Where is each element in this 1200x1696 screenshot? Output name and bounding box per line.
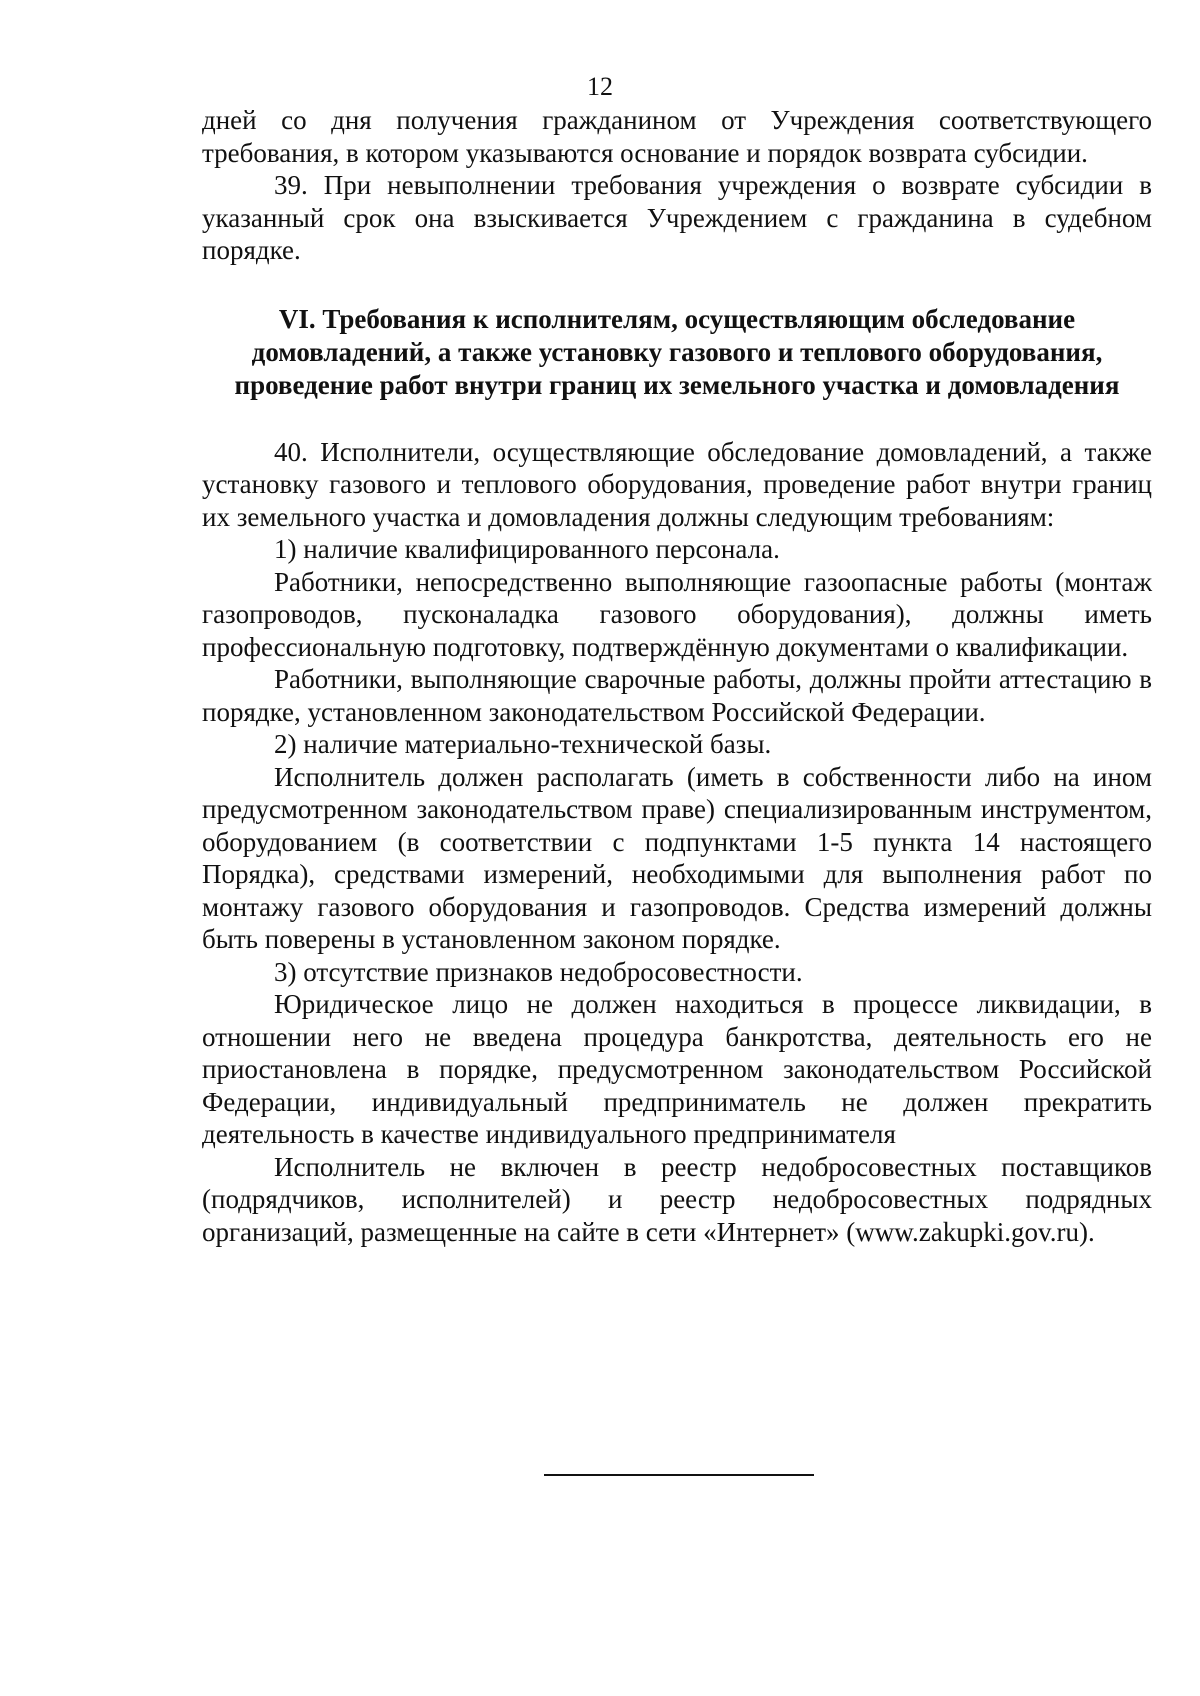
- paragraph-executor-equipment: Исполнитель должен располагать (иметь в собственности либо на ином предусмотренном законодательством праве) специализированным инструментом, оборудованием (в соответствии с подпунктами 1-5 пункта 14 настоящего Порядка), средствами измерений, необходимыми для выполнения работ по монтажу газового оборудования и газопроводов. Средства измерений должны быть поверены в установленном законом порядке.: [202, 761, 1152, 954]
- item-3: 3) отсутствие признаков недобросовестности.: [274, 956, 803, 987]
- page-number: 12: [587, 72, 613, 101]
- section-heading-line-3: проведение работ внутри границ их земельного участка и домовладения: [234, 369, 1120, 400]
- paragraph-legal-entity: Юридическое лицо не должен находиться в процессе ликвидации, в отношении него не введена процедура банкротства, деятельность его не приостановлена в порядке, предусмотренном законодательством Российской Федерации, индивидуальный предприниматель не должен прекратить деятельность в качестве индивидуального предпринимателя: [202, 989, 1152, 1149]
- paragraph-workers-welding: Работники, выполняющие сварочные работы, должны пройти аттестацию в порядке, установленном законодательством Российской Федерации.: [202, 664, 1152, 727]
- item-1: 1) наличие квалифицированного персонала.: [274, 534, 780, 564]
- document-body: [202, 104, 1152, 1248]
- end-separator-line: [544, 1474, 814, 1476]
- section-heading-line-1: VI. Требования к исполнителям, осуществляющим обследование: [278, 303, 1076, 334]
- item-2: 2) наличие материально-технической базы.: [274, 729, 772, 759]
- section-heading: [202, 303, 1152, 402]
- paragraph-registry: Исполнитель не включен в реестр недобросовестных поставщиков (подрядчиков, исполнителей) и реестр недобросовестных подрядных организаций, размещенные на сайте в сети «Интернет» (www.zakupki.gov.ru).: [202, 1151, 1152, 1247]
- paragraph-40: 40. Исполнители, осуществляющие обследование домовладений, а также установку газового и теплового оборудования, проведение работ внутри границ их земельного участка и домовладения должны следующим требованиям:: [202, 436, 1152, 532]
- section-heading-line-2: домовладений, а также установку газового и теплового оборудования,: [251, 336, 1103, 367]
- paragraph-workers-gas: Работники, непосредственно выполняющие газоопасные работы (монтаж газопроводов, пусконаладка газового оборудования), должны иметь профессиональную подготовку, подтверждённую документами о квалификации.: [202, 566, 1152, 662]
- paragraph-continuation: дней со дня получения гражданином от Учреждения соответствующего требования, в котором указываются основание и порядок возврата субсидии.: [202, 105, 1152, 168]
- paragraph-39: 39. При невыполнении требования учреждения о возврате субсидии в указанный срок она взыскивается Учреждением с гражданина в судебном порядке.: [202, 170, 1152, 265]
